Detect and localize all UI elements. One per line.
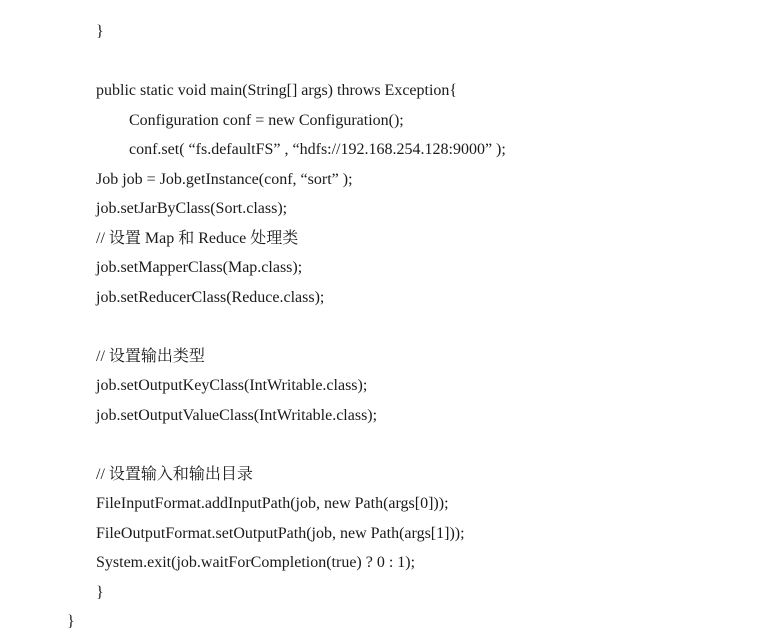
code-line: FileInputFormat.addInputPath(job, new Path(args[0])); [96,495,449,512]
code-line: Job job = Job.getInstance(conf, “sort” ); [96,171,353,188]
code-line: job.setMapperClass(Map.class); [96,259,303,276]
code-line: Configuration conf = new Configuration(); [129,112,404,129]
code-line: public static void main(String[] args) throws Exception{ [96,82,458,99]
code-line: FileOutputFormat.setOutputPath(job, new Path(args[1])); [96,525,465,542]
code-line: conf.set( “fs.defaultFS” , “hdfs://192.168.254.128:9000” ); [129,141,506,158]
code-line: job.setOutputKeyClass(IntWritable.class); [96,377,368,394]
code-line: // 设置 Map 和 Reduce 处理类 [96,230,299,247]
code-line: } [96,23,104,40]
code-line: job.setReducerClass(Reduce.class); [96,289,325,306]
code-line: } [96,584,104,601]
code-line: job.setOutputValueClass(IntWritable.class); [96,407,378,424]
code-line: // 设置输入和输出目录 [96,466,253,483]
code-line: } [67,613,75,630]
code-line: // 设置输出类型 [96,348,205,365]
code-line: job.setJarByClass(Sort.class); [96,200,288,217]
code-line: System.exit(job.waitForCompletion(true) ? 0 : 1); [96,554,416,571]
